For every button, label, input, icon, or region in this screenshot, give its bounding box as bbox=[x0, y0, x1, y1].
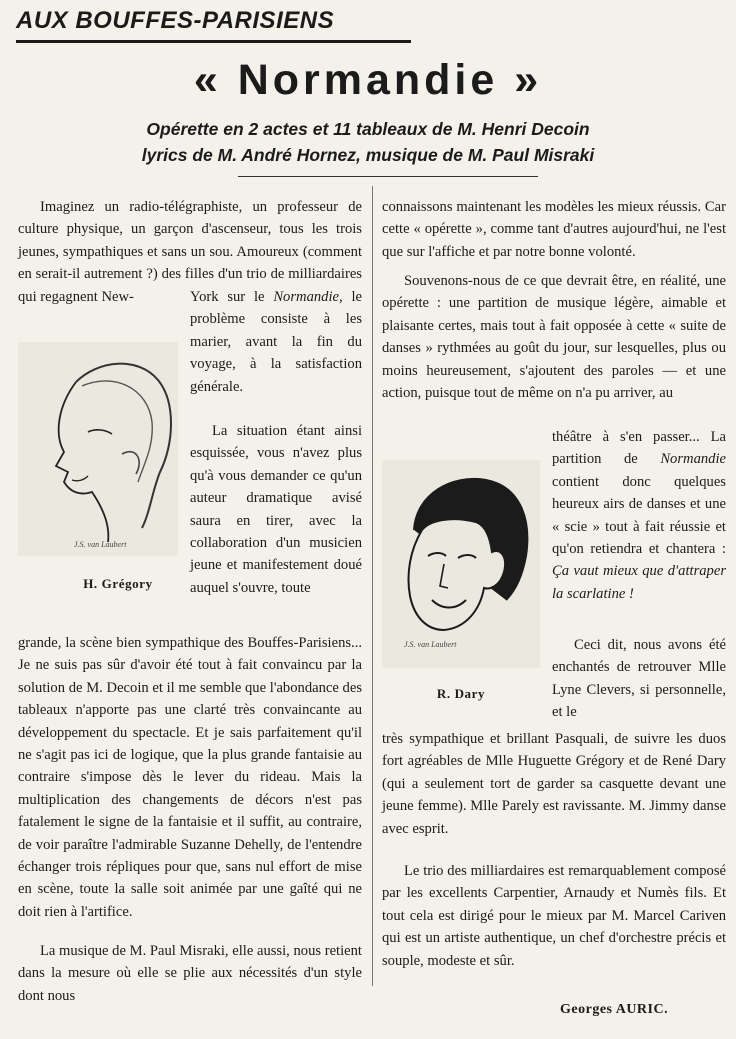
right-para-1: connaissons maintenant les modèles les mieux réussis. Car cette « opérette », comme tant d'autres aujourd'hui, ne l'est que sur l'affiche et par notre bonne volonté. bbox=[382, 199, 726, 260]
left-para-2-wrap: La situation étant ainsi esquissée, vous n'avez plus qu'à vous demander ce qu'un auteur dramatique avisé saura en tirer, avec la collaboration d'un musicien jeune et manifestement doué auquel s'ouvre, toute bbox=[190, 423, 362, 596]
left-para-3: La musique de M. Paul Misraki, elle aussi, nous retient dans la mesure où elle se plie aux nécessités d'un style dont nous bbox=[18, 943, 362, 1004]
section-kicker: AUX BOUFFES-PARISIENS bbox=[16, 6, 411, 43]
portrait-gregory-drawing bbox=[18, 342, 178, 556]
author-signature: Georges AURIC. bbox=[560, 1002, 669, 1017]
portrait-gregory-signature: J.S. van Laubert bbox=[74, 540, 127, 549]
left-para-1-wrap: York sur le Normandie, le problème consiste à les marier, avant la fin du voyage, à la satisfaction générale. bbox=[190, 289, 362, 395]
column-divider bbox=[372, 186, 373, 986]
right-para-4: Le trio des milliardaires est remarquablement composé par les excellents Carpentier, Arnaudy et Numès fils. Et tout cela est dirigé pour le mieux par M. Marcel Cariven qui est un artiste authentique, un chef d'orchestre précis et souple, modeste et sûr. bbox=[382, 863, 726, 969]
right-para-3-wrap: Ceci dit, nous avons été enchantés de retrouver Mlle Lyne Clevers, si personnelle, et le bbox=[552, 637, 726, 721]
portrait-dary-drawing bbox=[382, 460, 540, 668]
portrait-dary-signature: J.S. van Laubert bbox=[404, 640, 457, 649]
caption-gregory: H. Grégory bbox=[83, 576, 153, 591]
right-para-2-wrap: théâtre à s'en passer... La partition de Normandie contient donc quelques heureux airs de danses et une « scie » tout à fait réussie et qu'on retiendra et chantera : Ça vaut mieux que d'attraper la scarlatine ! bbox=[552, 429, 726, 602]
subtitle-line-2: lyrics de M. André Hornez, musique de M. Paul Misraki bbox=[141, 145, 595, 165]
article-title: « Normandie » bbox=[193, 56, 543, 104]
portrait-gregory bbox=[18, 342, 178, 556]
portrait-dary bbox=[382, 460, 540, 668]
subtitle-line-1: Opérette en 2 actes et 11 tableaux de M. Henri Decoin bbox=[146, 119, 590, 139]
right-para-2-full: Souvenons-nous de ce que devrait être, en réalité, une opérette : une partition de musique légère, aimable et plaisante certes, mais tout à fait opposée à cette « suite de danses » rythmées au goût du jour, sur lesquelles, plus ou moins heureusement, s'ajoutent des paroles — et une action, puisque tout de même on n'a pu arriver, au bbox=[382, 273, 726, 402]
left-para-2-full: grande, la scène bien sympathique des Bouffes-Parisiens... Je ne suis pas sûr d'avoir été tout à fait convaincu par la solution de M. Decoin et il me semble que l'abondance des tableaux n'apporte pas une clarté très convaincante au développement du spectacle. Et je sais parfaitement qu'il ne s'agit pas ici de logique, que la plus grande fantaisie au contraire s'impose dès le lever du rideau. Mais la multiplication des changements de décors n'est pas fatalement le signe de la fantaisie et il suffit, au contraire, de voir paraître l'admirable Suzanne Dehelly, de l'entendre échanger trois répliques pour que, sans nul effort de mise en scène, toute la salle soit animée par une gaîté qui ne doit rien à l'artifice. bbox=[18, 635, 362, 920]
left-para-1-full: Imaginez un radio-télégraphiste, un professeur de culture physique, un garçon d'ascenseur, tous les trois jeunes, sympathiques et sans un sou. Amoureux (comment en serait-il autrement ?) des filles d'un trio de milliardaires qui regagnent New- bbox=[18, 199, 362, 305]
title-rule bbox=[238, 176, 538, 177]
caption-dary: R. Dary bbox=[436, 686, 486, 701]
right-para-3-full: très sympathique et brillant Pasquali, de suivre les duos fort agréables de Mlle Huguette Grégory et de René Dary (qui a seulement tort de garder sa casquette devant une jeune femme). Mlle Parely est ravissante. M. Jimmy danse avec esprit. bbox=[382, 731, 726, 837]
